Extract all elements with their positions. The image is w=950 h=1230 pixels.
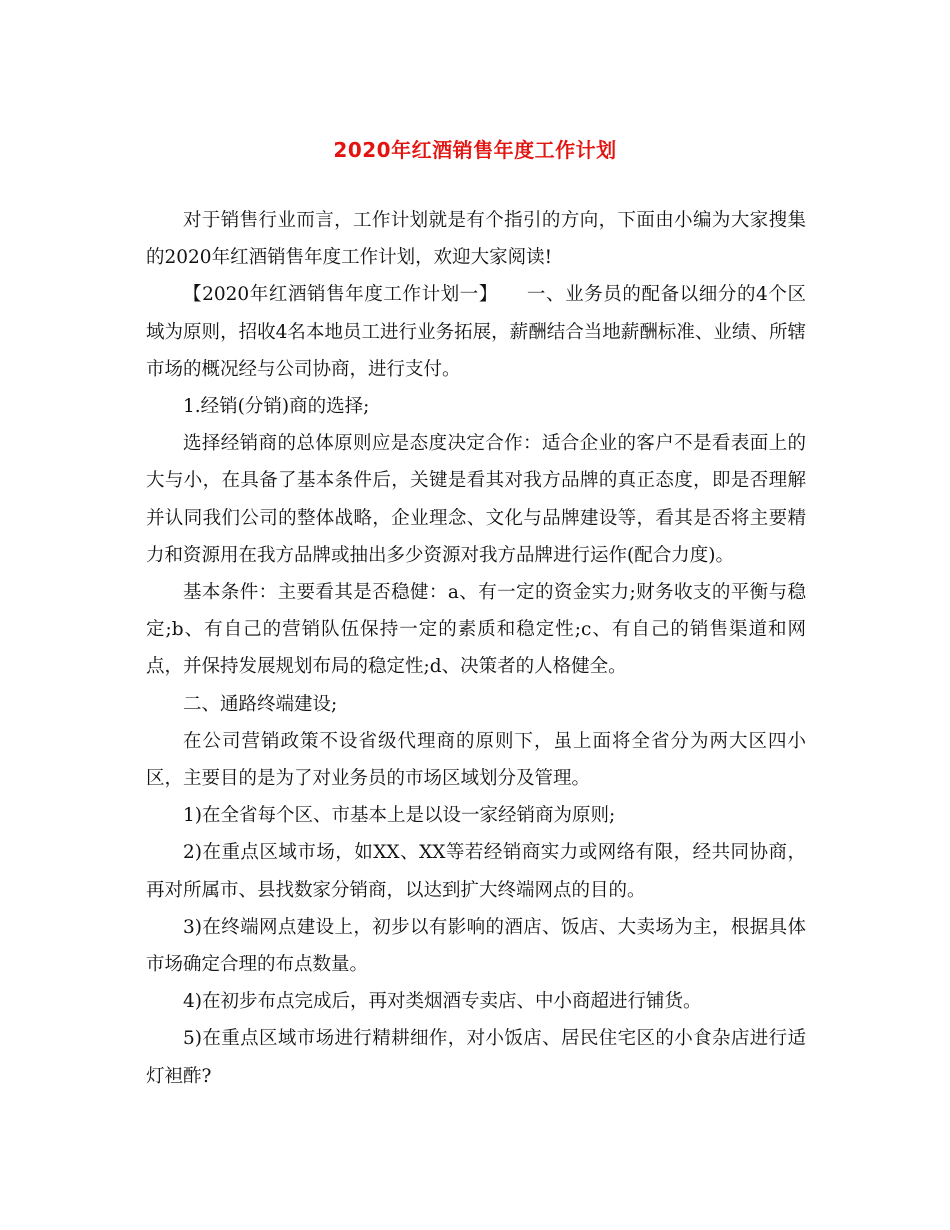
paragraph-heading-channel: 二、通路终端建设; — [183, 693, 338, 715]
paragraph-channel-policy: 在公司营销政策不设省级代理商的原则下，虽上面将全省分为两大区四小区，主要目的是为了对业务员的市场区域划分及管理。 — [146, 730, 806, 790]
paragraph-heading-dealer: 1.经销(分销)商的选择; — [183, 396, 370, 418]
paragraph-basic-conditions: 基本条件：主要看其是否稳健：a、有一定的资金实力;财务收支的平衡与稳定;b、有自己的营销队伍保持一定的素质和稳定性;c、有自己的销售渠道和网点，并保持发展规划布局的稳定性;d、决策者的人格健全。 — [146, 582, 806, 678]
paragraph-intro: 对于销售行业而言，工作计划就是有个指引的方向，下面由小编为大家搜集的2020年红酒销售年度工作计划，欢迎大家阅读! — [146, 210, 806, 269]
paragraph-item-2: 2)在重点区域市场，如XX、XX等若经销商实力或网络有限，经共同协商，再对所属市、县找数家分销商，以达到扩大终端网点的目的。 — [146, 842, 806, 901]
document-title: 2020年红酒销售年度工作计划 — [333, 138, 617, 162]
paragraph-item-1: 1)在全省每个区、市基本上是以设一家经销商为原则; — [183, 805, 616, 827]
paragraph-item-5: 5)在重点区域市场进行精耕细作，对小饭店、居民住宅区的小食杂店进行适灯袒酢? — [146, 1028, 806, 1087]
document-body — [146, 202, 806, 1095]
paragraph-item-4: 4)在初步布点完成后，再对类烟酒专卖店、中小商超进行铺货。 — [183, 991, 702, 1013]
paragraph-item-3: 3)在终端网点建设上，初步以有影响的酒店、饭店、大卖场为主，根据具体市场确定合理的布点数量。 — [146, 916, 806, 976]
paragraph-plan-one: 【2020年红酒销售年度工作计划一】 一、业务员的配备以细分的4个区域为原则，招收4名本地员工进行业务拓展，薪酬结合当地薪酬标准、业绩、所辖市场的概况经与公司协商，进行支付。 — [146, 284, 806, 380]
paragraph-dealer-principle: 选择经销商的总体原则应是态度决定合作：适合企业的客户不是看表面上的大与小，在具备了基本条件后，关键是看其对我方品牌的真正态度，即是否理解并认同我们公司的整体战略，企业理念、文化与品牌建设等，看其是否将主要精力和资源用在我方品牌或抽出多少资源对我方品牌进行运作(配合力度)。 — [146, 433, 806, 566]
